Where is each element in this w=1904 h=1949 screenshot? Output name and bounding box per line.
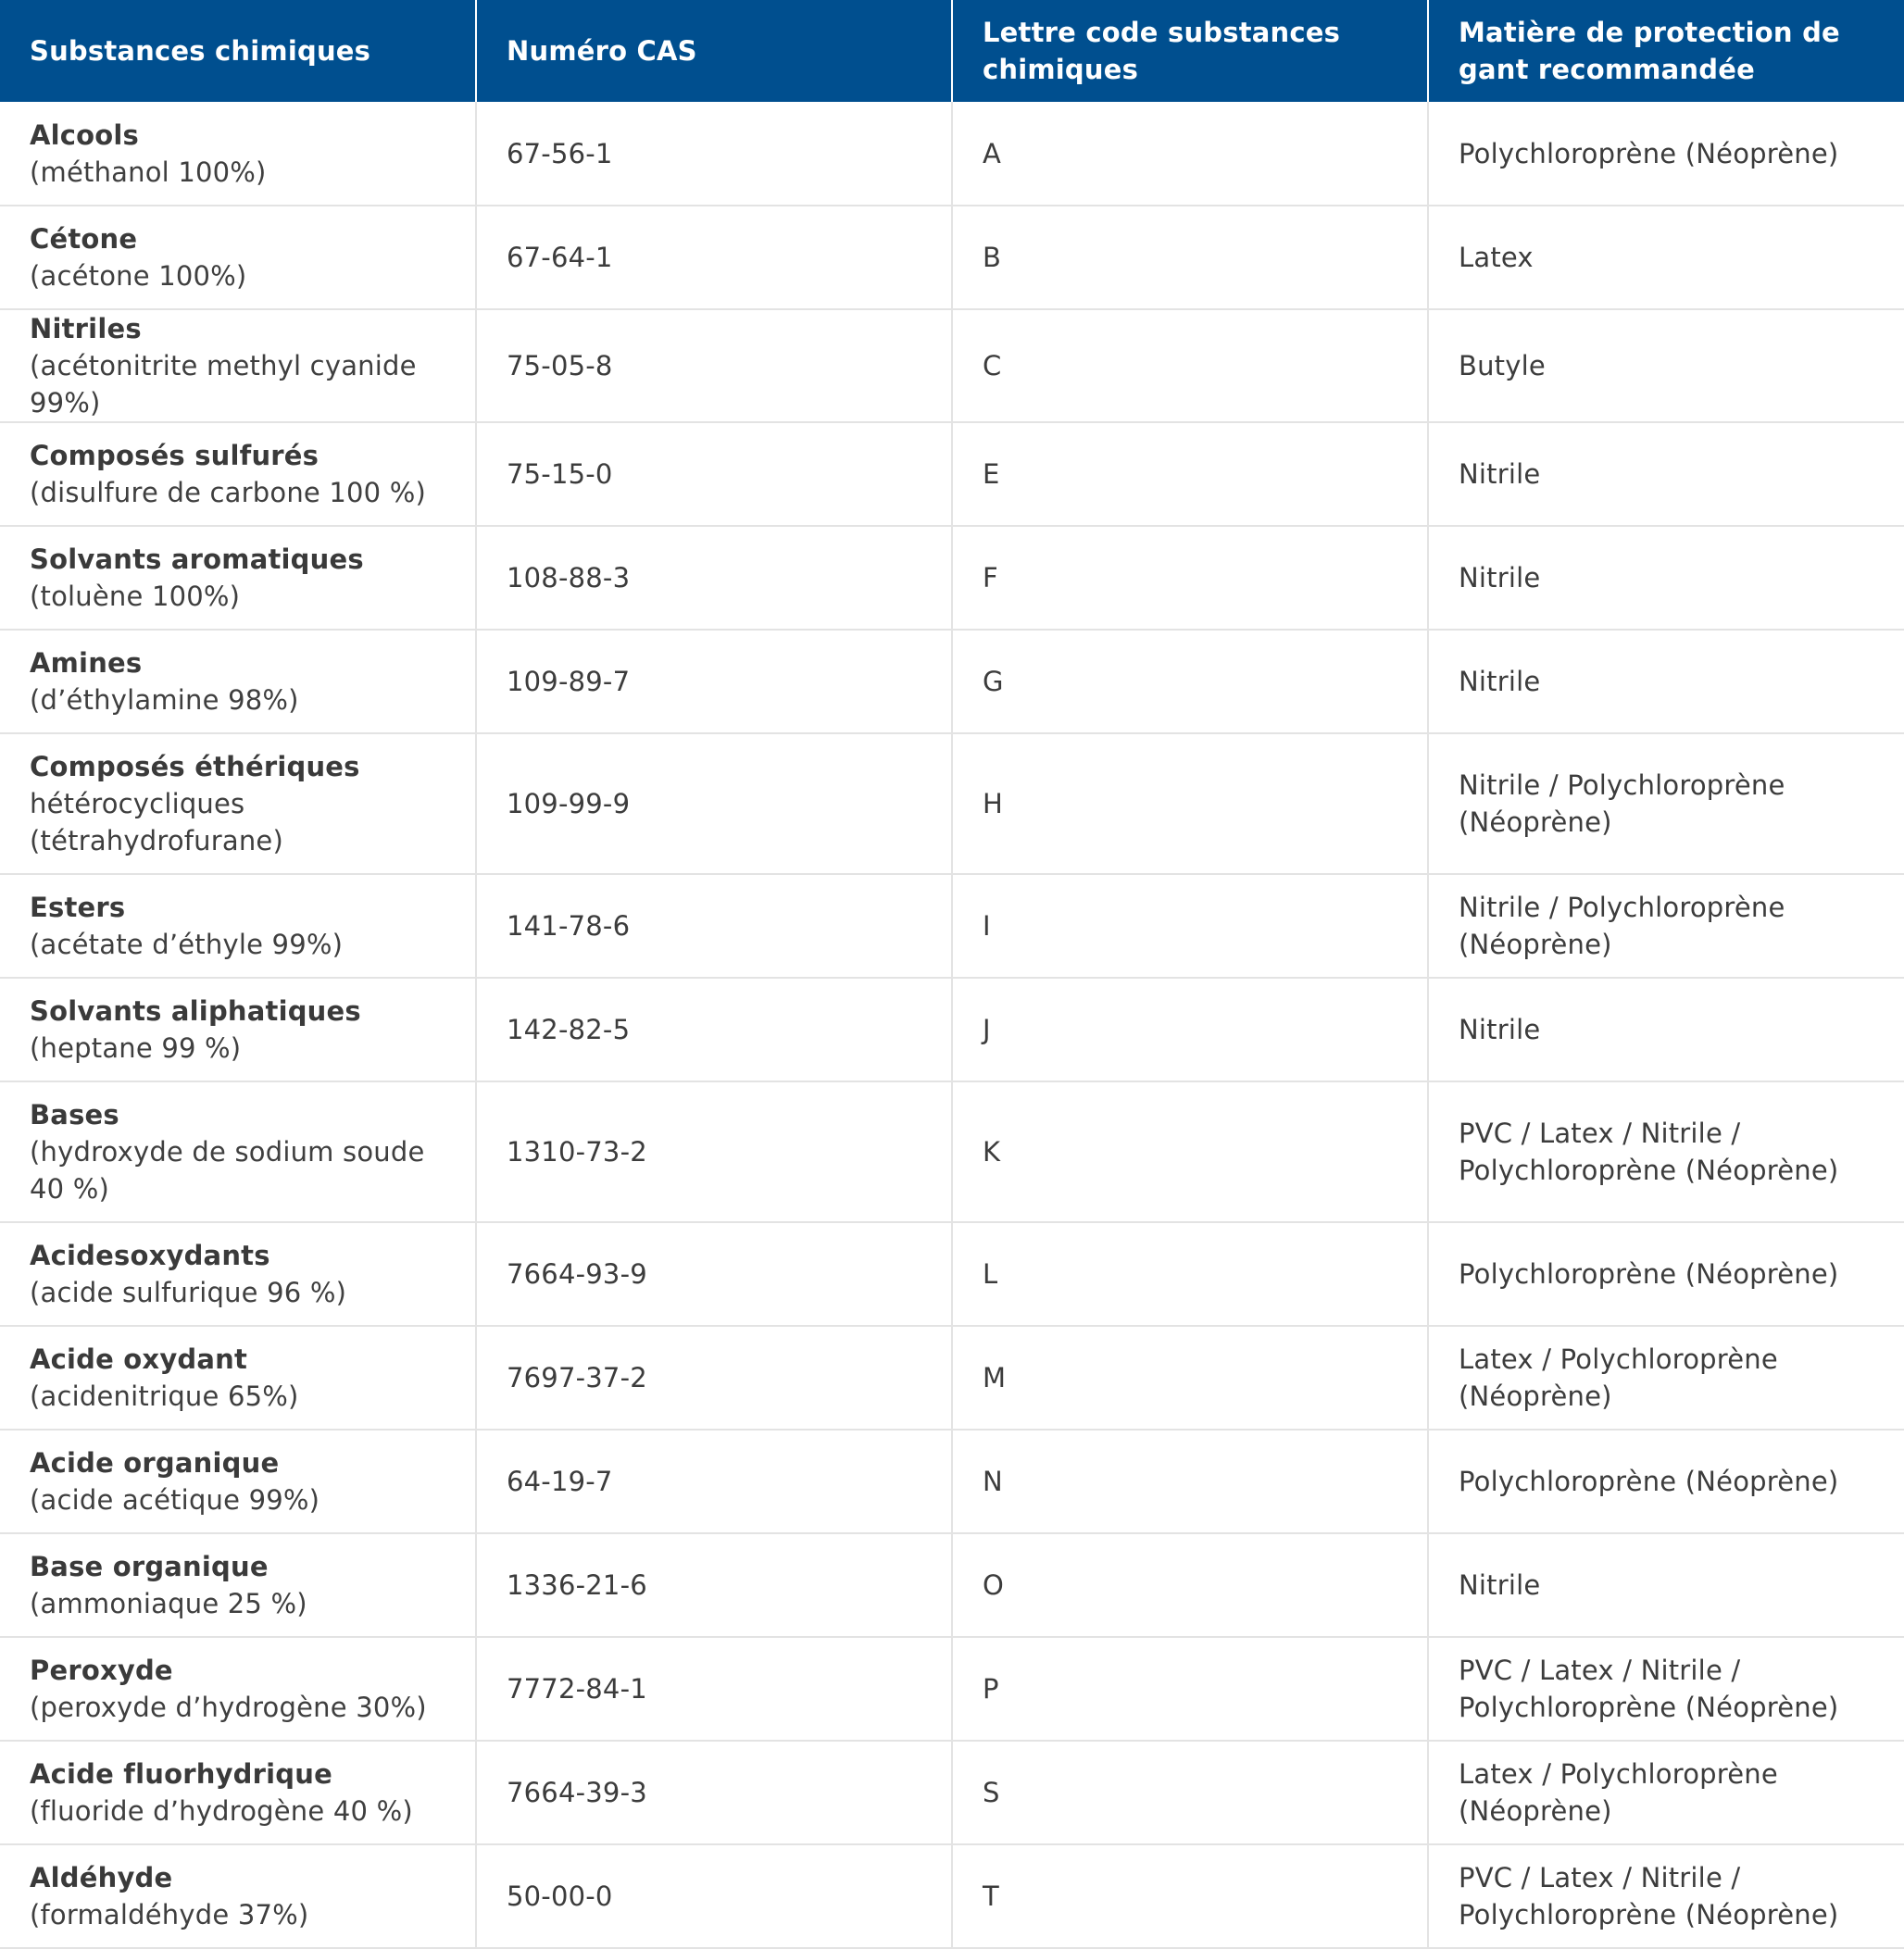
substance-cell [0,422,476,526]
substance-cell [0,1637,476,1741]
cas-number-cell: 75-15-0 [476,422,952,526]
cas-number-cell: 7772-84-1 [476,1637,952,1741]
cas-number-cell: 141-78-6 [476,874,952,978]
glove-material-cell: Polychloroprène (Néoprène) [1428,1430,1904,1533]
code-letter-cell: C [952,309,1428,422]
cas-number-cell: 142-82-5 [476,978,952,1081]
table-header-row [0,0,1904,102]
cas-number-cell: 67-56-1 [476,102,952,206]
cas-number-cell: 64-19-7 [476,1430,952,1533]
table-row [0,1326,1904,1430]
cas-number-cell: 50-00-0 [476,1844,952,1948]
table-row [0,1222,1904,1326]
substance-cell [0,526,476,630]
header-glove-material: Matière de protection de gant recommandée [1428,0,1904,102]
code-letter-cell: F [952,526,1428,630]
table-row [0,1741,1904,1844]
substance-name: Composés éthériques [30,751,360,782]
glove-material-cell: Latex [1428,206,1904,309]
substance-description: (d’éthylamine 98%) [30,684,299,716]
substance-name: Cétone [30,223,138,255]
glove-material-cell: Nitrile / Polychloroprène (Néoprène) [1428,733,1904,874]
substance-description: hétérocycliques (tétrahydrofurane) [30,788,283,856]
substance-cell [0,1533,476,1637]
code-letter-cell: S [952,1741,1428,1844]
cas-number-cell: 1336-21-6 [476,1533,952,1637]
cas-number-cell: 7664-39-3 [476,1741,952,1844]
substance-cell [0,1326,476,1430]
substance-description: (fluoride d’hydrogène 40 %) [30,1795,413,1827]
table-body [0,102,1904,1948]
substance-cell [0,1741,476,1844]
code-letter-cell: O [952,1533,1428,1637]
substance-description: (acétone 100%) [30,260,247,292]
code-letter-cell: E [952,422,1428,526]
substance-description: (acétate d’éthyle 99%) [30,929,344,960]
code-letter-cell: K [952,1081,1428,1222]
substance-description: (hydroxyde de sodium soude 40 %) [30,1136,425,1205]
code-letter-cell: H [952,733,1428,874]
glove-material-cell: Nitrile / Polychloroprène (Néoprène) [1428,874,1904,978]
glove-material-cell: Butyle [1428,309,1904,422]
code-letter-cell: B [952,206,1428,309]
substance-name: Acide fluorhydrique [30,1758,332,1790]
substance-name: Amines [30,647,143,679]
substance-cell [0,102,476,206]
code-letter-cell: A [952,102,1428,206]
substance-description: (peroxyde d’hydrogène 30%) [30,1692,427,1723]
glove-material-cell: Nitrile [1428,422,1904,526]
substance-name: Solvants aliphatiques [30,995,361,1027]
table-row [0,1533,1904,1637]
substance-name: Base organique [30,1551,269,1582]
cas-number-cell: 109-99-9 [476,733,952,874]
substance-description: (formaldéhyde 37%) [30,1899,309,1930]
table-row [0,1844,1904,1948]
substance-name: Acidesoxydants [30,1240,270,1271]
substance-name: Alcools [30,119,140,151]
substance-description: (heptane 99 %) [30,1032,242,1064]
table-row [0,526,1904,630]
header-code-letter: Lettre code substances chimiques [952,0,1428,102]
glove-material-cell: Nitrile [1428,630,1904,733]
glove-material-cell: Nitrile [1428,978,1904,1081]
cas-number-cell: 75-05-8 [476,309,952,422]
table-row [0,978,1904,1081]
substance-name: Solvants aromatiques [30,543,364,575]
table-row [0,1430,1904,1533]
cas-number-cell: 67-64-1 [476,206,952,309]
glove-material-cell: PVC / Latex / Nitrile / Polychloroprène (Néoprène) [1428,1081,1904,1222]
glove-material-cell: Polychloroprène (Néoprène) [1428,102,1904,206]
substance-cell [0,978,476,1081]
table-row [0,102,1904,206]
substance-cell [0,309,476,422]
substance-cell [0,1081,476,1222]
substance-cell [0,733,476,874]
table-row [0,309,1904,422]
code-letter-cell: I [952,874,1428,978]
substance-name: Bases [30,1099,119,1131]
substance-name: Aldéhyde [30,1862,173,1893]
substance-cell [0,1222,476,1326]
substance-cell [0,1844,476,1948]
substance-description: (acétonitrite methyl cyanide 99%) [30,350,417,419]
glove-material-cell: Nitrile [1428,1533,1904,1637]
table-row [0,206,1904,309]
table-row [0,733,1904,874]
code-letter-cell: N [952,1430,1428,1533]
header-substances: Substances chimiques [0,0,476,102]
substance-name: Peroxyde [30,1655,173,1686]
code-letter-cell: G [952,630,1428,733]
table-row [0,422,1904,526]
code-letter-cell: T [952,1844,1428,1948]
code-letter-cell: M [952,1326,1428,1430]
substance-cell [0,1430,476,1533]
glove-material-cell: Latex / Polychloroprène (Néoprène) [1428,1326,1904,1430]
header-cas-number: Numéro CAS [476,0,952,102]
substance-name: Nitriles [30,313,142,344]
cas-number-cell: 108-88-3 [476,526,952,630]
glove-material-cell: Latex / Polychloroprène (Néoprène) [1428,1741,1904,1844]
code-letter-cell: P [952,1637,1428,1741]
cas-number-cell: 7664-93-9 [476,1222,952,1326]
substance-description: (acide acétique 99%) [30,1484,320,1516]
table-row [0,1081,1904,1222]
substance-description: (acide sulfurique 96 %) [30,1277,347,1308]
glove-material-cell: PVC / Latex / Nitrile / Polychloroprène (Néoprène) [1428,1844,1904,1948]
substance-description: (toluène 100%) [30,581,241,612]
cas-number-cell: 1310-73-2 [476,1081,952,1222]
substance-description: (méthanol 100%) [30,156,267,188]
cas-number-cell: 7697-37-2 [476,1326,952,1430]
code-letter-cell: J [952,978,1428,1081]
substance-cell [0,206,476,309]
substance-name: Composés sulfurés [30,440,319,471]
glove-material-cell: Polychloroprène (Néoprène) [1428,1222,1904,1326]
substance-name: Acide organique [30,1447,280,1479]
table-row [0,1637,1904,1741]
substance-name: Acide oxydant [30,1343,248,1375]
substance-description: (disulfure de carbone 100 %) [30,477,426,508]
substance-description: (acidenitrique 65%) [30,1381,299,1412]
substance-cell [0,630,476,733]
code-letter-cell: L [952,1222,1428,1326]
cas-number-cell: 109-89-7 [476,630,952,733]
table-row [0,874,1904,978]
substance-description: (ammoniaque 25 %) [30,1588,307,1619]
glove-material-cell: Nitrile [1428,526,1904,630]
substance-cell [0,874,476,978]
glove-material-cell: PVC / Latex / Nitrile / Polychloroprène (Néoprène) [1428,1637,1904,1741]
table-row [0,630,1904,733]
substance-name: Esters [30,892,126,923]
